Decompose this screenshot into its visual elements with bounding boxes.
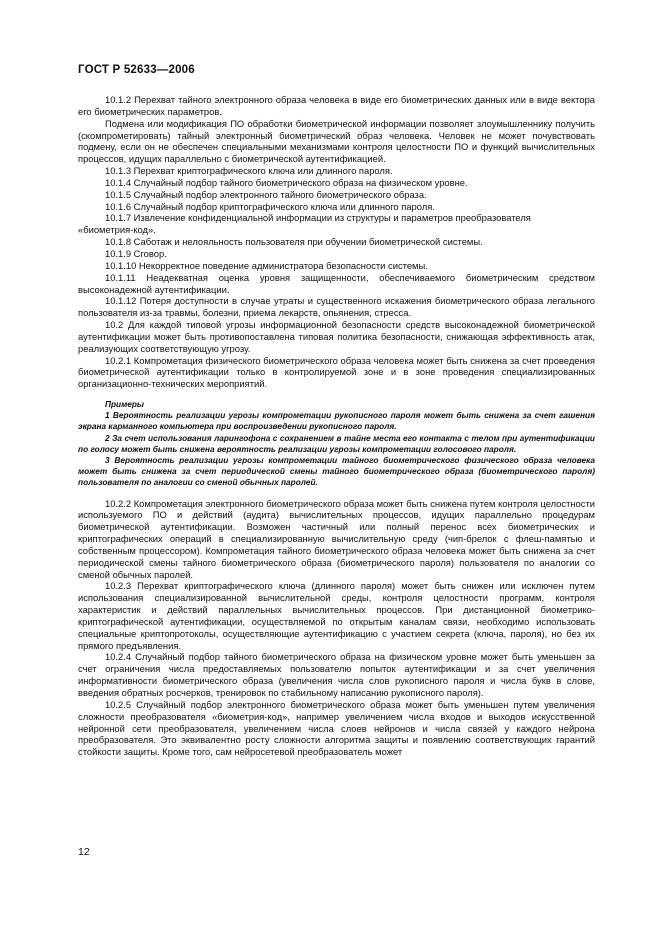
examples-title: Примеры	[105, 399, 145, 410]
paragraph: Подмена или модификация ПО обработки биометрической информации позволяет злоумышленнику получить (скомпрометировать) тайный электронный биометрический образ человека. Человек не может почувствовать подмену, если он не обеспечен специальными механизмами контроля целостности ПО и функций вычислительных процессов, идущих параллельно с биометрической аутентификацией.	[78, 117, 595, 165]
paragraph: 10.1.2 Перехват тайного электронного образа человека в виде его биометрических данных или в виде вектора его биометрических параметров.	[78, 94, 595, 117]
paragraph: 10.2.5 Случайный подбор электронного биометрического образа может быть уменьшен путем увеличения сложности преобразователя «биометрия-код», например увеличением числа входов и выходов искусственной нейронной сети преобразователя, увеличением числа слоев нейронов и числа связей у каждого нейрона преобразователя. Это эквивалентно росту сложности алгоритма защиты и появлению соответствующих гарантий стойкости защиты. Кроме того, сам нейросетевой преобразователь может	[78, 698, 595, 758]
example-item: 3 Вероятность реализации угрозы компрометации тайного биометрического физического образа человека может быть снижена за счет периодической смены тайного биометрического образа (биометрического пароля) пользователя по аналогии со сменой обычных паролей.	[78, 454, 595, 488]
paragraph: 10.1.10 Некорректное поведение администратора безопасности системы.	[105, 259, 428, 271]
paragraph: 10.1.3 Перехват криптографического ключа или длинного пароля.	[105, 165, 393, 177]
document-body	[78, 94, 595, 758]
paragraph: 10.1.11 Неадекватная оценка уровня защищенности, обеспечиваемого биометрическим средством высоконадежной аутентификации.	[78, 271, 595, 295]
paragraph: 10.2 Для каждой типовой угрозы информационной безопасности средств высоконадежной биометрической аутентификации может быть противопоставлена типовая политика безопасности, снижающая эффективность атак, реализующих соответствующую угрозу.	[78, 319, 595, 354]
spacer	[78, 390, 595, 399]
paragraph: 10.2.1 Компрометация физического биометрического образа человека может быть снижена за счет проведения биометрической аутентификации только в контролируемой зоне и в зоне проведения специализированных организационно-технических мероприятий.	[78, 354, 595, 390]
paragraph: 10.1.4 Случайный подбор тайного биометрического образа на физическом уровне.	[105, 176, 468, 188]
page-number: 12	[78, 846, 90, 858]
paragraph: 10.2.2 Компрометация электронного биометрического образа может быть снижена путем контроля целостности используемого ПО и действий (аудита) вычислительных процессов, идущих параллельно процедурам биометрической аутентификации. Возможен частичный или полный перенос всех биометрических и криптографических операций в специализированную вычислительную среду (чип-брелок с флеш-памятью и собственным процессором). Компрометация тайного биометрического образа человека может быть снижена за счет периодической смены тайного биометрического образа (биометрического пароля) пользователя по аналогии со сменой обычных паролей.	[78, 497, 595, 580]
document-header: ГОСТ Р 52633—2006	[78, 64, 195, 76]
paragraph: 10.1.9 Сговор.	[105, 247, 167, 259]
paragraph: 10.1.5 Случайный подбор электронного тайного биометрического образа.	[105, 188, 427, 200]
paragraph-continuation: «биометрия-код».	[78, 224, 156, 236]
example-item: 2 За счет использования ларингофона с сохранением в тайне места его контакта с телом при аутентификации по голосу может быть снижена вероятность реализации угрозы компрометации голосового пароля.	[78, 432, 595, 454]
paragraph: 10.1.6 Случайный подбор криптографического ключа или длинного пароля.	[105, 200, 435, 212]
example-item: 1 Вероятность реализации угрозы компрометации рукописного пароля может быть снижена за счет гашения экрана карманного компьютера при воспроизведении рукописного пароля.	[78, 410, 595, 432]
paragraph: 10.1.8 Саботаж и нелояльность пользователя при обучении биометрической системы.	[105, 236, 483, 248]
paragraph: 10.1.7 Извлечение конфиденциальной информации из структуры и параметров преобразователя	[105, 212, 531, 224]
spacer	[78, 489, 595, 498]
paragraph: 10.2.4 Случайный подбор тайного биометрического образа на физическом уровне может быть уменьшен за счет ограничения числа предоставляемых пользователю попыток аутентификации и за счет увеличения информативности биометрического образа (увеличения числа слов рукописного пароля и числа букв в слове, введения обратных росчерков, тренировок по стабильному написанию рукописного пароля).	[78, 651, 595, 699]
paragraph: 10.2.3 Перехват криптографического ключа (длинного пароля) может быть снижен или исключен путем использования специализированной вычислительной среды, контроля целостности программ, контроля характеристик и действий параллельных вычислительных процессов. При дистанционной биометрико-криптографической аутентификации, осуществляемой по открытым каналам связи, необходимо использовать специальные криптопротоколы, осуществляющие аутентификацию с участием секрета (ключа, пароля), но без их прямого предъявления.	[78, 580, 595, 651]
paragraph: 10.1.12 Потеря доступности в случае утраты и существенного искажения биометрического образа легального пользователя из-за травмы, болезни, приема лекарств, опьянения, стресса.	[78, 295, 595, 319]
